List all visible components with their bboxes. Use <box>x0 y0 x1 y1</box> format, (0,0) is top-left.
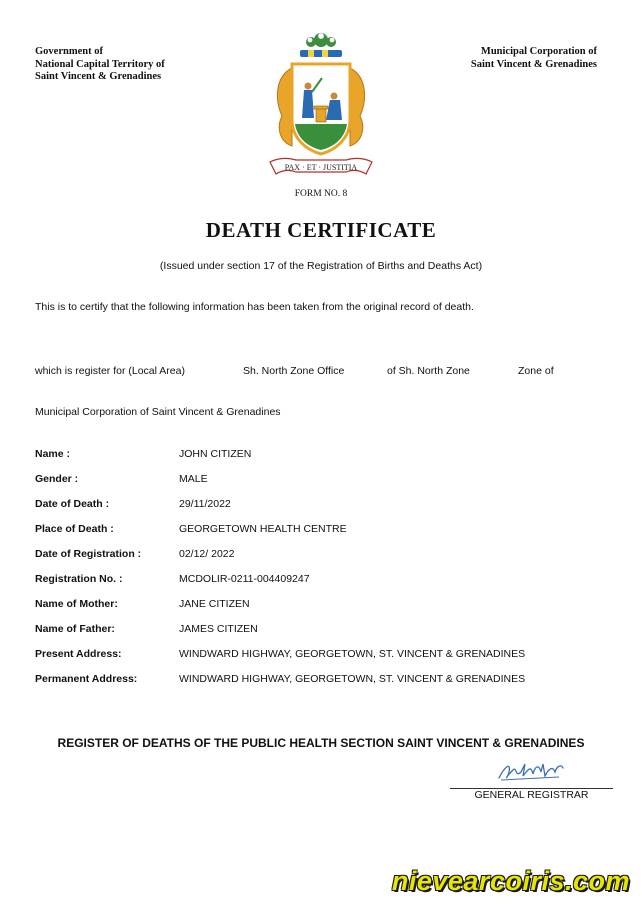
page-title: DEATH CERTIFICATE <box>205 218 437 242</box>
certify-statement: This is to certify that the following information has been taken from the original record of death. <box>35 301 474 313</box>
issuer-left-line: Government of <box>35 46 103 57</box>
subtitle: (Issued under section 17 of the Registration of Births and Deaths Act) <box>159 260 483 272</box>
issuer-right <box>471 46 597 71</box>
zone-name: of Sh. North Zone <box>387 365 470 377</box>
field-value-name: JOHN CITIZEN <box>179 448 252 460</box>
field-label-date-of-registration: Date of Registration : <box>35 548 142 560</box>
field-label-date-of-death: Date of Death : <box>35 498 110 510</box>
field-value-registration-no: MCDOLIR-0211-004409247 <box>179 573 310 585</box>
form-number: FORM NO. 8 <box>294 189 348 199</box>
field-value-father: JAMES CITIZEN <box>179 623 258 635</box>
field-value-date-of-registration: 02/12/ 2022 <box>179 548 235 560</box>
field-label-mother: Name of Mother: <box>35 598 118 610</box>
field-label-present-address: Present Address: <box>35 648 122 660</box>
watermark: nievearcoiris.com <box>391 866 630 896</box>
zone-office: Sh. North Zone Office <box>243 365 345 377</box>
field-label-registration-no: Registration No. : <box>35 573 123 585</box>
field-label-place-of-death: Place of Death : <box>35 523 114 535</box>
issuer-left <box>35 46 165 84</box>
coat-of-arms-icon <box>262 28 380 178</box>
field-value-permanent-address: WINDWARD HIGHWAY, GEORGETOWN, ST. VINCENT & GRENADINES <box>179 673 526 685</box>
zone-of-label: Zone of <box>518 365 554 377</box>
municipal-line: Municipal Corporation of Saint Vincent & Grenadines <box>35 406 281 418</box>
register-title: REGISTER OF DEATHS OF THE PUBLIC HEALTH SECTION SAINT VINCENT & GRENADINES <box>57 736 585 750</box>
registrar-label: GENERAL REGISTRAR <box>474 789 589 801</box>
field-label-father: Name of Father: <box>35 623 115 635</box>
signature-icon <box>495 758 570 784</box>
issuer-left-line: National Capital Territory of <box>35 58 165 70</box>
field-value-gender: MALE <box>179 473 208 485</box>
field-label-permanent-address: Permanent Address: <box>35 673 138 685</box>
local-area-label: which is register for (Local Area) <box>35 365 185 377</box>
issuer-left-line: Saint Vincent & Grenadines <box>35 71 162 82</box>
field-value-date-of-death: 29/11/2022 <box>179 498 231 510</box>
field-value-place-of-death: GEORGETOWN HEALTH CENTRE <box>179 523 347 535</box>
field-label-name: Name : <box>35 448 71 460</box>
field-value-mother: JANE CITIZEN <box>179 598 250 610</box>
field-value-present-address: WINDWARD HIGHWAY, GEORGETOWN, ST. VINCENT & GRENADINES <box>179 648 526 660</box>
issuer-right-line: Saint Vincent & Grenadines <box>470 58 597 70</box>
issuer-right-line: Municipal Corporation of <box>480 46 597 57</box>
crest-motto: PAX · ET · JUSTITIA <box>284 163 358 172</box>
field-label-gender: Gender : <box>35 473 79 485</box>
